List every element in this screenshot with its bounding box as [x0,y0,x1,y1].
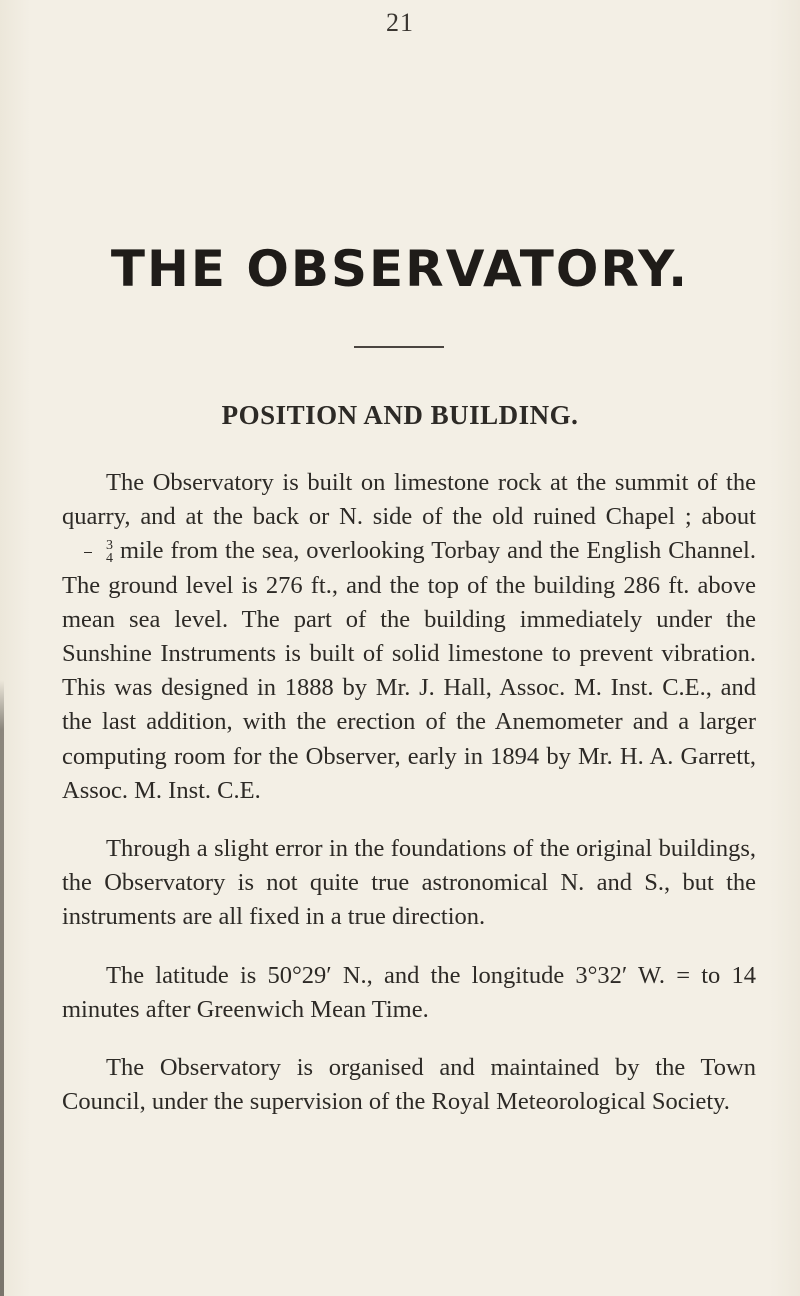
page-title: THE OBSERVATORY. [110,240,690,298]
paragraph-coordinates: The latitude is 50°29′ N., and the longitude 3°32′ W. = to 14 minutes after Greenwich Mean Time. [62,961,756,1023]
paragraph-text: mile from the sea, overlooking Torbay and the English Channel. The ground level is 276 ft., and the top of the building 286 ft. above mean sea level. The part of the building immediately under the Sunshine Instruments is built of solid limestone to prevent vibration. This was designed in 1888 by Mr. J. Hall, Assoc. M. Inst. C.E., and the last addition, with the erection of the Anemometer and a larger computing room for the Observer, early in 1894 by Mr. H. A. Garrett, Assoc. M. Inst. C.E. [62,537,756,804]
paragraph-orientation: Through a slight error in the foundations of the original buildings, the Observatory is not quite true astronomical N. and S., but the instruments are all fixed in a true direction. [62,835,756,931]
title-divider [354,346,444,348]
fraction-denominator: 4 [106,551,113,567]
binding-shadow [0,680,4,1296]
page-number: 21 [386,8,414,37]
paragraph-text: The Observatory is built on limestone rock at the summit of the quarry, and at the back or N. side of the old ruined Chapel ; about [62,469,756,531]
section-heading: POSITION AND BUILDING. [221,400,579,430]
fraction-numerator: 3 [106,538,113,554]
paragraph-organisation: The Observatory is organised and maintained by the Town Council, under the supervision of the Royal Meteorological Society. [62,1054,756,1116]
fraction-three-quarters [62,540,113,565]
paragraph-position [62,466,756,808]
body-text [62,466,756,1143]
